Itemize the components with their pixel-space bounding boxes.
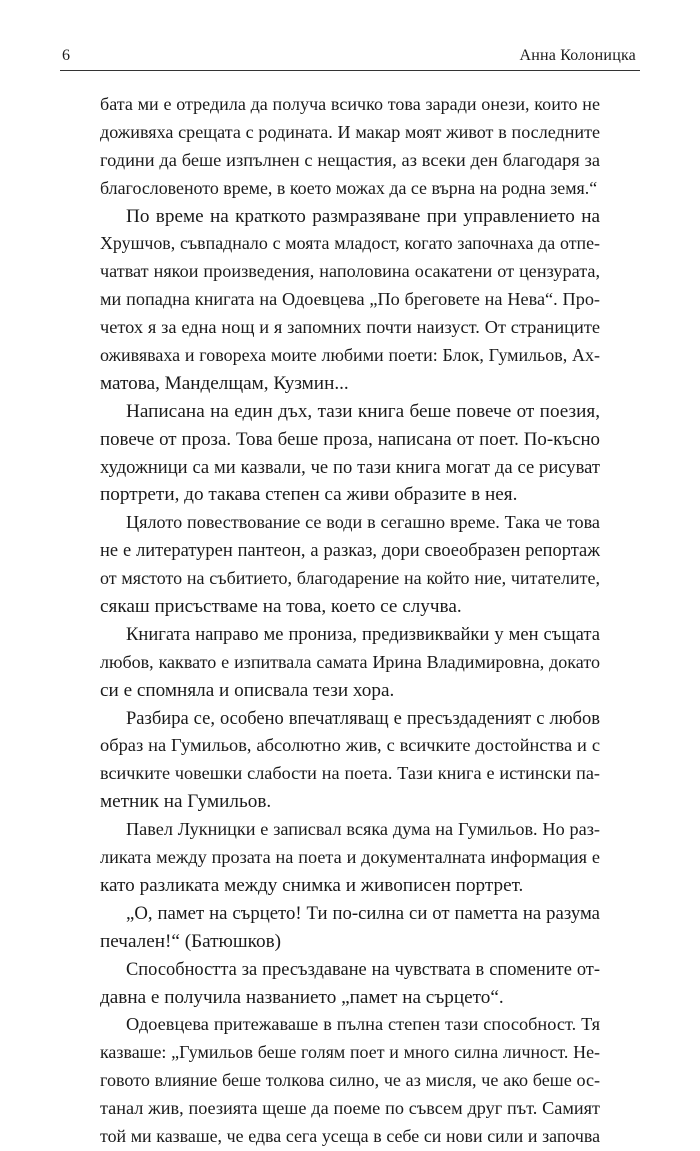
running-header — [60, 46, 640, 71]
page-number: 6 — [62, 47, 70, 64]
text-line: години да беше изпълнен с нещастия, аз всеки ден благодаря за — [100, 149, 600, 170]
text-line: благословеното време, в което можах да се върна на родна земя.“ — [100, 177, 598, 198]
text-line: любов, каквато е изпитвала самата Ирина Владимировна, докато — [100, 651, 600, 672]
text-line: като разликата между снимка и живописен портрет. — [100, 874, 524, 896]
text-line: всичките човешки слабости на поета. Тази книга е истински па- — [100, 763, 600, 784]
text-line: Хрушчов, съвпаднало с моята младост, когато започнаха да отпе- — [100, 233, 600, 254]
text-line: Цялото повествование се води в сегашно време. Така че това — [126, 512, 600, 533]
text-line: доживяха срещата с родината. И макар моят живот в последните — [100, 121, 600, 142]
text-line: си е спомняла и описвала тези хора. — [100, 679, 395, 701]
text-line: портрети, до такава степен са живи образите в нея. — [100, 484, 518, 506]
text-line: чатват някои произведения, наполовина осакатени от цензурата, — [100, 261, 600, 282]
text-line: ми попадна книгата на Одоевцева „По бреговете на Нева“. Про- — [100, 289, 600, 310]
text-line: давна е получила названието „памет на сърцето“. — [100, 986, 504, 1008]
text-line: той ми казваше, че едва сега усеща в себе си нови сили и започва — [100, 1125, 600, 1146]
text-line: бата ми е отредила да получа всичко това заради онези, които не — [100, 94, 600, 114]
text-line: По време на краткото размразяване при управлението на — [126, 205, 600, 227]
text-line: повече от проза. Това беше проза, написана от поет. По-късно — [100, 428, 600, 450]
text-line: матова, Манделщам, Кузмин... — [100, 372, 349, 394]
text-line: ликата между прозата на поета и документалната информация е — [100, 847, 600, 868]
text-line: Способността за пресъздаване на чувствата в спомените от- — [126, 958, 600, 979]
text-line: не е литературен пантеон, а разказ, дори своеобразен репортаж — [100, 540, 600, 561]
text-line: художници са ми казвали, че по тази книга могат да се рисуват — [100, 456, 600, 478]
text-line: сякаш присъстваме на това, което се случва. — [100, 596, 462, 618]
text-line: казваше: „Гумильов беше голям поет и много силна личност. Не- — [100, 1042, 600, 1063]
text-line: Разбира се, особено впечатляващ е пресъздаденият с любов — [126, 707, 600, 729]
text-line: печален!“ (Батюшков) — [100, 930, 282, 952]
text-line: от мястото на събитието, благодарение на който ние, читателите, — [100, 568, 600, 589]
text-line: образ на Гумильов, абсолютно жив, с всичките достойнства и с — [100, 735, 600, 756]
text-line: говото влияние беше толкова силно, че аз мисля, че ако беше ос- — [100, 1070, 600, 1091]
running-head-author: Анна Колоницка — [519, 47, 636, 64]
text-line: „О, памет на сърцето! Ти по-силна си от паметта на разума — [126, 902, 600, 924]
text-line: Написана на един дъх, тази книга беше повече от поезия, — [126, 400, 600, 422]
text-line: метник на Гумильов. — [100, 791, 272, 813]
body-text — [100, 91, 600, 1151]
text-line: танал жив, поезията щеше да поеме по съвсем друг път. Самият — [100, 1098, 600, 1119]
text-line: Одоевцева притежаваше в пълна степен тази способност. Тя — [126, 1014, 600, 1035]
text-line: Павел Лукницки е записвал всяка дума на Гумильов. Но раз- — [126, 819, 600, 840]
text-line: Книгата направо ме прониза, предизвиквайки у мен същата — [126, 623, 600, 645]
text-line: четох я за една нощ и я запомних почти наизуст. От страниците — [100, 317, 600, 338]
text-line: оживяваха и говореха моите любими поети: Блок, Гумильов, Ах- — [100, 345, 600, 366]
